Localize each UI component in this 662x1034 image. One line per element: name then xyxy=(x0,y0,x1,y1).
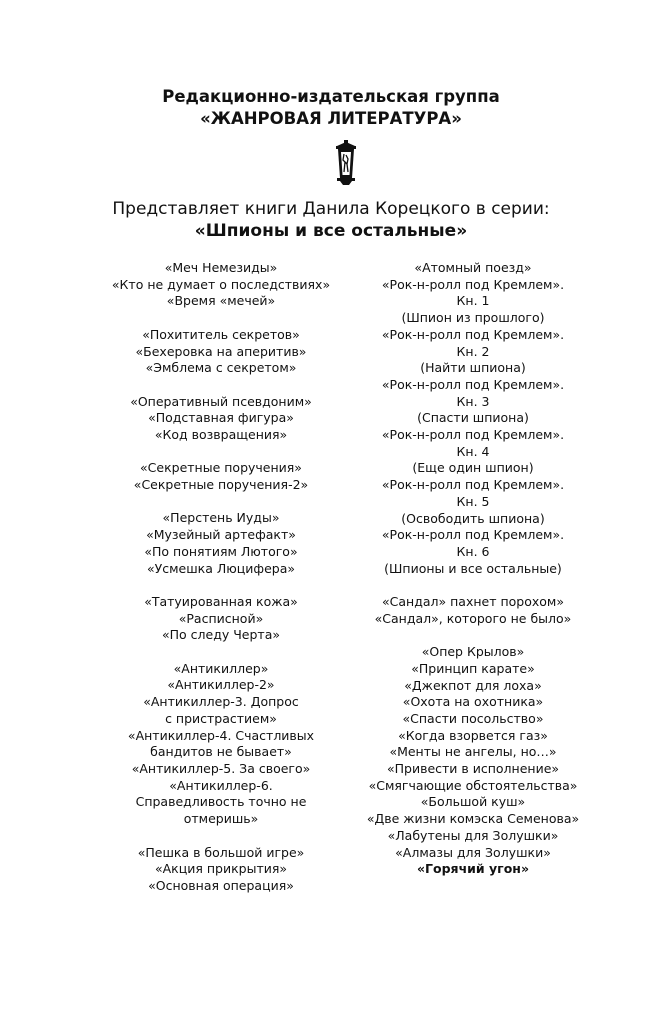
left-book-group xyxy=(86,460,356,493)
book-title: (Шпионы и все остальные) xyxy=(384,560,562,576)
book-title: Кн. 6 xyxy=(456,543,490,559)
book-title: «Большой куш» xyxy=(420,794,526,810)
left-book-group xyxy=(86,510,356,577)
book-title: «Сандал», которого не было» xyxy=(374,610,572,626)
book-title: «Подставная фигура» xyxy=(148,410,294,426)
book-title: «Акция прикрытия» xyxy=(154,861,288,877)
publisher-header xyxy=(0,86,662,130)
book-title: «Антикиллер-3. Допрос xyxy=(143,694,299,710)
left-book-group xyxy=(86,661,356,828)
book-title: «Музейный артефакт» xyxy=(146,527,296,543)
book-title: «Рок-н-ролл под Кремлем». xyxy=(381,376,565,392)
lantern-logo-icon xyxy=(332,140,360,186)
book-title: «Спасти посольство» xyxy=(402,710,544,726)
book-title: «Лабутены для Золушки» xyxy=(387,827,559,843)
book-title: «По понятиям Лютого» xyxy=(144,543,298,559)
book-title: «Антикиллер-6. xyxy=(169,777,273,793)
book-title: «Татуированная кожа» xyxy=(144,593,298,609)
book-title: «Охота на охотника» xyxy=(402,694,544,710)
book-title: «Усмешка Люцифера» xyxy=(146,560,296,576)
book-title: «Когда взорвется газ» xyxy=(398,727,548,743)
book-title: (Освободить шпиона) xyxy=(401,510,545,526)
book-title: «Оперативный псевдоним» xyxy=(130,393,312,409)
book-title: «Алмазы для Золушки» xyxy=(395,844,551,860)
left-book-list xyxy=(86,260,356,911)
book-title: «Секретные поручения-2» xyxy=(133,477,309,493)
book-title: «Сандал» пахнет порохом» xyxy=(382,594,564,610)
book-title: «Время «мечей» xyxy=(166,293,276,309)
book-title: «Принцип карате» xyxy=(411,660,535,676)
book-title: отмеришь» xyxy=(183,811,259,827)
book-title: Кн. 2 xyxy=(456,343,490,359)
book-title: «Антикиллер» xyxy=(173,660,269,676)
book-title: «Смягчающие обстоятельства» xyxy=(368,777,578,793)
book-title: «Эмблема с секретом» xyxy=(145,360,297,376)
book-title: «Секретные поручения» xyxy=(140,460,302,476)
book-title: «Код возвращения» xyxy=(154,427,288,442)
left-book-group xyxy=(86,594,356,644)
book-title: Кн. 4 xyxy=(456,443,490,459)
book-title: (Шпион из прошлого) xyxy=(401,310,545,326)
book-title: «Меч Немезиды» xyxy=(164,260,278,275)
book-title: «Джекпот для лоха» xyxy=(404,677,542,693)
book-title: «Кто не думает о последствиях» xyxy=(111,276,331,292)
book-title: «Рок-н-ролл под Кремлем». xyxy=(381,276,565,292)
book-title: «Менты не ангелы, но…» xyxy=(389,744,557,760)
book-title: (Спасти шпиона) xyxy=(417,410,529,426)
book-title: «Опер Крылов» xyxy=(421,644,525,660)
right-book-group xyxy=(338,594,608,627)
publisher-imprint: «ЖАНРОВАЯ ЛИТЕРАТУРА» xyxy=(200,109,462,128)
book-title: «Бехеровка на аперитив» xyxy=(135,343,307,359)
book-title: «Атомный поезд» xyxy=(414,260,532,275)
book-title: «Похититель секретов» xyxy=(142,326,300,342)
book-title: «Рок-н-ролл под Кремлем». xyxy=(381,477,565,493)
book-title: «Рок-н-ролл под Кремлем». xyxy=(381,326,565,342)
right-book-group xyxy=(338,644,608,878)
book-title: Справедливость точно не xyxy=(135,794,307,810)
book-title: Кн. 3 xyxy=(456,393,490,409)
book-title: с пристрастием» xyxy=(165,710,277,726)
book-title: «Антикиллер-5. За своего» xyxy=(131,761,311,776)
book-title: «Перстень Иуды» xyxy=(162,510,280,526)
presents-line: Представляет книги Данила Корецкого в серии: xyxy=(112,199,550,219)
right-book-list xyxy=(338,260,608,895)
book-title: «Пешка в большой игре» xyxy=(137,844,305,860)
left-book-group xyxy=(86,845,356,895)
book-title: «Антикиллер-4. Счастливых xyxy=(127,727,315,743)
series-title: «Шпионы и все остальные» xyxy=(194,221,468,241)
book-title: «Горячий угон» xyxy=(416,861,530,877)
book-title: «Привести в исполнение» xyxy=(386,761,560,777)
left-book-group xyxy=(86,260,356,310)
book-title: «Расписной» xyxy=(178,610,264,626)
book-title: Кн. 5 xyxy=(456,493,490,509)
book-title: (Найти шпиона) xyxy=(420,360,526,376)
book-title: «Рок-н-ролл под Кремлем». xyxy=(381,427,565,443)
book-title: (Еще один шпион) xyxy=(412,460,534,476)
book-title: «Две жизни комэска Семенова» xyxy=(366,811,580,827)
book-title: «Основная операция» xyxy=(148,877,294,893)
book-title: «Рок-н-ролл под Кремлем». xyxy=(381,527,565,543)
left-book-group xyxy=(86,327,356,377)
book-title: «По следу Черта» xyxy=(161,627,281,643)
left-book-group xyxy=(86,394,356,444)
right-book-group xyxy=(338,260,608,577)
publisher-name: Редакционно-издательская группа xyxy=(162,87,500,106)
book-title: «Антикиллер-2» xyxy=(167,677,275,693)
book-title: Кн. 1 xyxy=(456,293,490,309)
book-title: бандитов не бывает» xyxy=(150,744,292,760)
